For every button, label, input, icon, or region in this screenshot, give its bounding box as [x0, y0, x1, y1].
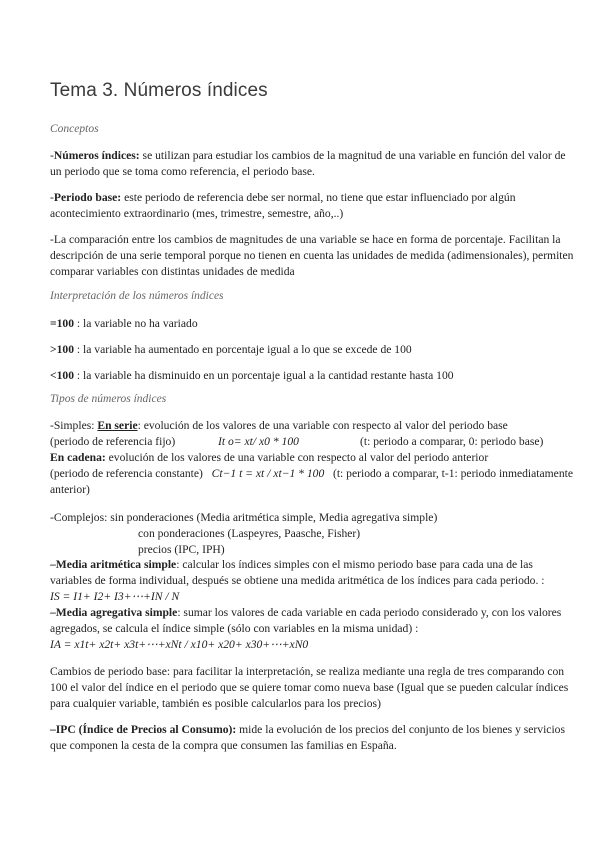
- term-media-agregativa: –Media agregativa simple: [50, 606, 178, 619]
- interpretation-row-less: [50, 368, 575, 384]
- interpretation-text: : la variable ha aumentado en porcentaje igual a lo que se excede de 100: [74, 343, 412, 356]
- definition-periodo-base: este periodo de referencia debe ser normal, no tiene que estar influenciado por algún acontecimiento extraordinario (mes, trimestre, semestre, año,..): [50, 191, 516, 220]
- interpretation-row-equal: [50, 316, 575, 332]
- section-heading-interpretacion: Interpretación de los números índices: [50, 290, 224, 302]
- definition-en-cadena: evolución de los valores de una variable con respecto al valor del periodo anterior: [105, 451, 489, 464]
- cambios-periodo-base-paragraph: Cambios de periodo base: para facilitar la interpretación, se realiza mediante una regla de tres comparando con 100 el valor del índice en el periodo que se quiere tomar como nueva base (Igual que se pueden calcular índices para cualquier variable, también es posible calcularlos para los precios): [50, 665, 569, 710]
- simples-prefix: -Simples:: [50, 419, 98, 432]
- en-serie-legend: (t: periodo a comparar, 0: periodo base): [360, 435, 544, 448]
- complejos-line-2: con ponderaciones (Laspeyres, Paasche, Fisher): [138, 527, 361, 540]
- interpretation-row-greater: [50, 342, 575, 358]
- section-heading-tipos: Tipos de números índices: [50, 393, 167, 405]
- simples-en-serie-line: [50, 418, 575, 434]
- en-cadena-reference: (periodo de referencia constante): [50, 467, 203, 480]
- en-cadena-line: [50, 450, 575, 466]
- definition-ipc: mide la evolución de los precios del conjunto de los bienes y servicios que componen la cesta de la compra que consumen las familias en España.: [50, 723, 565, 752]
- term-media-aritmetica: –Media aritmética simple: [50, 558, 177, 571]
- en-serie-reference: (periodo de referencia fijo): [50, 435, 176, 448]
- term-en-serie: En serie: [97, 419, 138, 432]
- en-serie-detail-line: [50, 434, 575, 450]
- media-agregativa-formula: IA = x1t+ x2t+ x3t+⋯+xNt / x10+ x20+ x30+⋯+xN0: [50, 638, 309, 651]
- interpretation-label: =100: [50, 317, 74, 330]
- definition-en-serie: : evolución de los valores de una variable con respecto al valor del periodo base: [137, 419, 508, 432]
- en-cadena-detail-line: [50, 466, 575, 498]
- interpretation-label: >100: [50, 343, 74, 356]
- paragraph-periodo-base: -Periodo base: este periodo de referencia debe ser normal, no tiene que estar influenciado por algún acontecimiento extraordinario (mes, trimestre, semestre, año,..): [50, 191, 516, 220]
- term-en-cadena: En cadena:: [50, 451, 106, 464]
- en-serie-formula: It o= xt/ x0 * 100: [218, 435, 299, 448]
- en-cadena-legend: (t: periodo a comparar, t-1: periodo inmediatamente anterior): [50, 467, 573, 496]
- definition-numeros-indices: se utilizan para estudiar los cambios de la magnitud de una variable en función del valor de un periodo que se toma como referencia, el periodo base.: [50, 149, 566, 178]
- section-heading-conceptos: Conceptos: [50, 123, 99, 135]
- media-aritmetica-formula: IS = I1+ I2+ I3+⋯+IN / N: [50, 590, 180, 603]
- term-numeros-indices: Números índices:: [53, 149, 140, 162]
- complejos-line-1: -Complejos: sin ponderaciones (Media aritmética simple, Media agregativa simple): [50, 511, 438, 524]
- paragraph-comparacion: -La comparación entre los cambios de magnitudes de una variable se hace en forma de porcentaje. Facilitan la descripción de una serie temporal porque no tienen en cuenta las unidades de medida (adimensionales), permiten comparar variables con distintas unidades de medida: [50, 233, 574, 278]
- media-agregativa-paragraph: [50, 605, 575, 637]
- interpretation-label: <100: [50, 369, 74, 382]
- term-periodo-base: Periodo base:: [53, 191, 122, 204]
- media-aritmetica-paragraph: [50, 557, 575, 589]
- ipc-paragraph: [50, 722, 575, 754]
- definition-media-agregativa: : sumar los valores de cada variable en cada periodo considerado y, con los valores agregados, se calcula el índice simple (sólo con variables en la misma unidad) :: [50, 606, 562, 635]
- paragraph-numeros-indices: -Números índices: se utilizan para estudiar los cambios de la magnitud de una variable en función del valor de un periodo que se toma como referencia, el periodo base.: [50, 149, 566, 178]
- term-ipc: –IPC (Índice de Precios al Consumo):: [50, 723, 237, 736]
- complejos-line-3: precios (IPC, IPH): [138, 543, 225, 556]
- interpretation-text: : la variable ha disminuido en un porcentaje igual a la cantidad restante hasta 100: [74, 369, 454, 382]
- definition-media-aritmetica: : calcular los índices simples con el mismo periodo base para cada una de las variables de forma individual, después se obtiene una medida aritmética de los índices para cada periodo. :: [50, 558, 545, 587]
- page-title: Tema 3. Números índices: [50, 80, 268, 101]
- en-cadena-formula: Ct−1 t = xt / xt−1 * 100: [211, 467, 325, 480]
- interpretation-text: : la variable no ha variado: [74, 317, 198, 330]
